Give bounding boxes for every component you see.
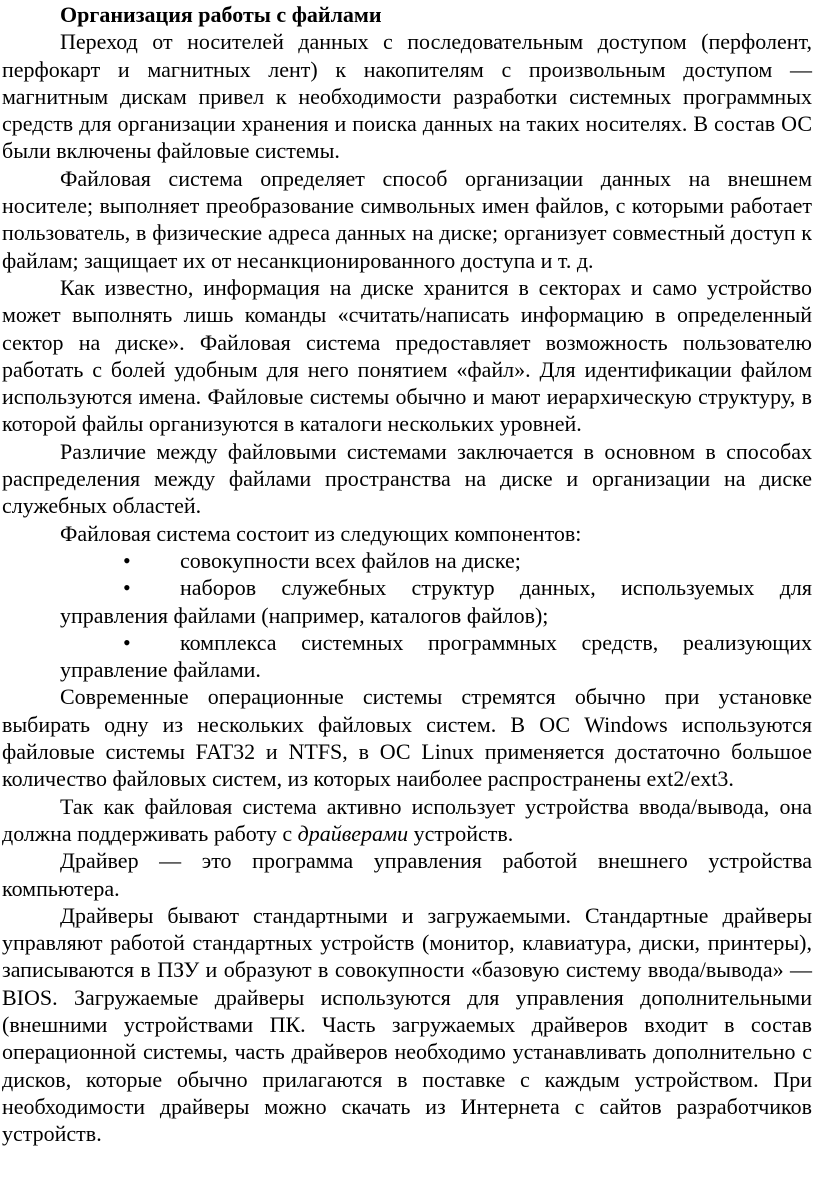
paragraph-components-intro: Файловая система состоит из следующих компонентов: [60, 520, 582, 546]
driver-usage-italic-term: драйверами [297, 820, 409, 846]
list-item [2, 629, 812, 684]
list-item-text: совокупности всех файлов на диске; [180, 547, 521, 573]
paragraph-driver-usage [2, 793, 812, 848]
paragraph-difference: Различие между файловыми системами заключается в основном в способах распределения между файлами пространства на диске и организации на диске служебных областей. [2, 438, 812, 519]
list-item-text: наборов служебных структур данных, используемых для управления файлами (например, каталогов файлов); [60, 575, 812, 628]
paragraph-driver-types: Драйверы бывают стандартными и загружаемыми. Стандартные драйверы управляют работой стандартных устройств (монитор, клавиатура, диски, принтеры), записываются в ПЗУ и образуют в совокупности «базовую систему ввода/вывода» — BIOS. Загружаемые драйверы используются для управления дополнительными (внешними устройствами ПК. Часть загружаемых драйверов входит в состав операционной системы, часть драйверов необходимо устанавливать дополнительно с дисков, которые обычно прилагаются в поставке с каждым устройством. При необходимости драйверы можно скачать из Интернета с сайтов разработчиков устройств. [2, 902, 812, 1147]
list-item [2, 574, 812, 629]
bullet-icon: • [123, 629, 131, 655]
driver-usage-post: устройств. [408, 820, 514, 846]
bullet-icon: • [123, 575, 131, 601]
paragraph-transition: Переход от носителей данных с последовательным доступом (перфолент, перфокарт и магнитных лент) к накопителям с произвольным доступом — магнитным дискам привел к необходимости разработки системных программных средств для организации хранения и поиска данных на таких носителях. В состав ОС были включены файловые системы. [2, 29, 812, 164]
page-title: Организация работы с файлами [60, 2, 382, 27]
list-item-text: комплекса системных программных средств, реализующих управление файлами. [60, 629, 812, 683]
driver-usage-pre: Так как файловая система активно использует устройства ввода/вывода, она должна поддерживать работу с [2, 793, 812, 846]
paragraph-sectors: Как известно, информация на диске хранится в секторах и само устройство может выполнять лишь команды «считать/написать информацию в определенный сектор на диске». Файловая система предоставляет возможность пользователю работать с болей удобным для него понятием «файл». Для идентификации файлом используются имена. Файловые системы обычно и мают иерархическую структуру, в которой файлы организуются в каталоги нескольких уровней. [2, 274, 812, 437]
paragraph-fs-definition: Файловая система определяет способ организации данных на внешнем носителе; выполняет преобразование символьных имен файлов, с которыми работает пользователь, в физические адреса данных на диске; организует совместный доступ к файлам; защищает их от несанкционированного доступа и т. д. [2, 165, 812, 273]
paragraph-modern-os: Современные операционные системы стремятся обычно при установке выбирать одну из нескольких файловых систем. В ОС Windows используются файловые системы FAT32 и NTFS, в ОС Linux применяется достаточно большое количество файловых систем, из которых наиболее распространены ext2/ext3. [2, 684, 812, 792]
list-item [2, 547, 812, 574]
bullet-icon: • [123, 547, 131, 573]
paragraph-driver-definition: Драйвер — это программа управления работой внешнего устройства компьютера. [2, 848, 812, 901]
